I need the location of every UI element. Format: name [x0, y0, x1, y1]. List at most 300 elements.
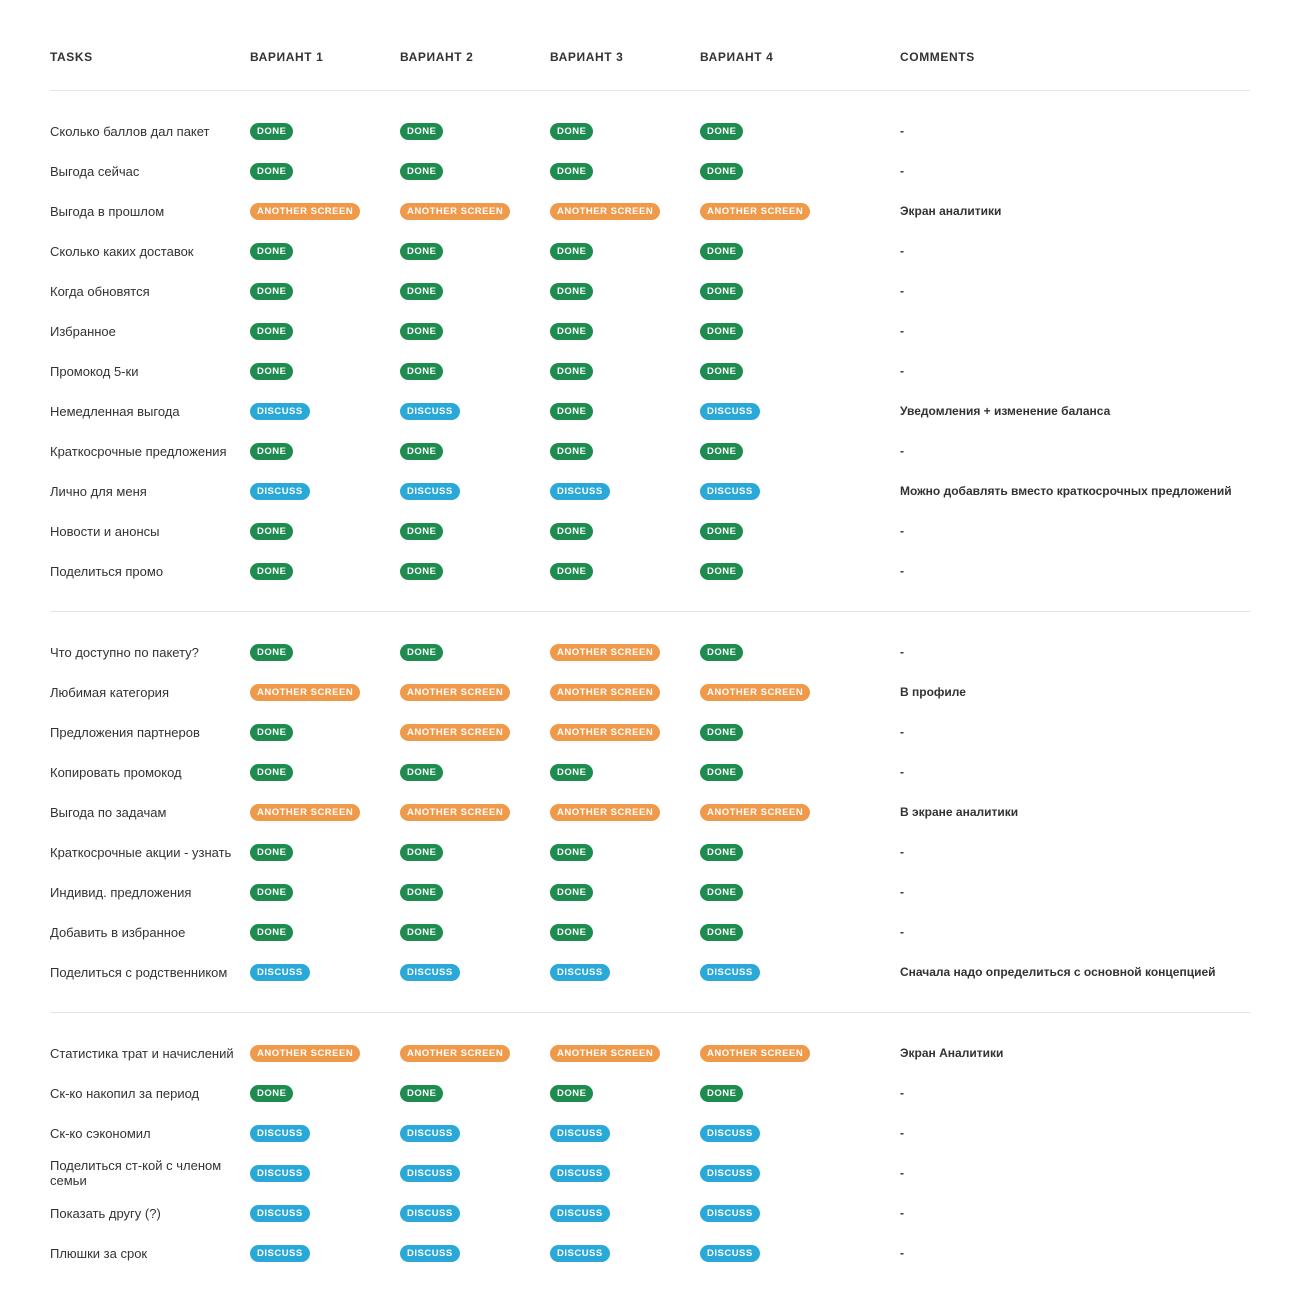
comment-text: -	[900, 244, 904, 258]
header-variant-1: ВАРИАНТ 1	[250, 50, 324, 64]
status-badge: DISCUSS	[550, 1125, 610, 1142]
status-badge: DISCUSS	[700, 964, 760, 981]
table-row	[50, 191, 1250, 231]
variant-4-cell	[700, 912, 743, 952]
status-badge: ANOTHER SCREEN	[550, 804, 660, 821]
status-badge: ANOTHER SCREEN	[550, 203, 660, 220]
status-badge: ANOTHER SCREEN	[700, 804, 810, 821]
status-badge: DONE	[550, 163, 593, 180]
variant-4-cell	[700, 311, 743, 351]
table-row	[50, 672, 1250, 712]
variant-3-cell	[550, 792, 660, 832]
table-row	[50, 792, 1250, 832]
status-badge: DONE	[250, 523, 293, 540]
table-row	[50, 551, 1250, 591]
variant-3-cell	[550, 752, 593, 792]
variant-4-cell	[700, 792, 810, 832]
comment-text: -	[900, 124, 904, 138]
variant-4-cell	[700, 271, 743, 311]
table-row	[50, 1153, 1250, 1193]
comment-text: -	[900, 765, 904, 779]
variant-3-cell	[550, 1113, 610, 1153]
task-name: Новости и анонсы	[50, 523, 160, 539]
variant-3-cell	[550, 191, 660, 231]
status-badge: ANOTHER SCREEN	[400, 804, 510, 821]
status-badge: DONE	[400, 243, 443, 260]
variant-1-cell	[250, 832, 293, 872]
status-badge: DONE	[700, 724, 743, 741]
variant-1-cell	[250, 511, 293, 551]
status-badge: DONE	[550, 443, 593, 460]
variant-1-cell	[250, 632, 293, 672]
status-badge: DONE	[250, 724, 293, 741]
table-row	[50, 1033, 1250, 1073]
status-badge: ANOTHER SCREEN	[250, 684, 360, 701]
status-badge: DONE	[400, 363, 443, 380]
header-variant-3: ВАРИАНТ 3	[550, 50, 624, 64]
status-badge: DONE	[250, 563, 293, 580]
variant-2-cell	[400, 672, 510, 712]
variant-2-cell	[400, 471, 460, 511]
variant-2-cell	[400, 1113, 460, 1153]
variant-1-cell	[250, 1153, 310, 1193]
status-badge: ANOTHER SCREEN	[250, 203, 360, 220]
table-row	[50, 231, 1250, 271]
variant-2-cell	[400, 632, 443, 672]
variant-1-cell	[250, 672, 360, 712]
variant-2-cell	[400, 1193, 460, 1233]
variant-2-cell	[400, 832, 443, 872]
variant-1-cell	[250, 1193, 310, 1233]
variant-1-cell	[250, 1233, 310, 1273]
task-name: Показать другу (?)	[50, 1205, 161, 1221]
status-badge: DONE	[700, 443, 743, 460]
variant-3-cell	[550, 311, 593, 351]
status-badge: ANOTHER SCREEN	[250, 804, 360, 821]
comment-text: -	[900, 1166, 904, 1180]
variant-1-cell	[250, 712, 293, 752]
variant-1-cell	[250, 271, 293, 311]
status-badge: DONE	[250, 123, 293, 140]
task-name: Промокод 5-ки	[50, 363, 139, 379]
status-badge: DISCUSS	[700, 1125, 760, 1142]
status-badge: DISCUSS	[250, 403, 310, 420]
variant-1-cell	[250, 191, 360, 231]
variant-3-cell	[550, 271, 593, 311]
variant-3-cell	[550, 1033, 660, 1073]
header-variant-2: ВАРИАНТ 2	[400, 50, 474, 64]
variant-2-cell	[400, 792, 510, 832]
variant-2-cell	[400, 351, 443, 391]
status-badge: DONE	[400, 523, 443, 540]
status-badge: DISCUSS	[400, 1245, 460, 1262]
status-badge: DISCUSS	[400, 1205, 460, 1222]
status-badge: DISCUSS	[250, 1165, 310, 1182]
comment-text: -	[900, 564, 904, 578]
variant-3-cell	[550, 471, 610, 511]
table-row	[50, 872, 1250, 912]
status-badge: ANOTHER SCREEN	[400, 724, 510, 741]
variant-2-cell	[400, 1233, 460, 1273]
variant-1-cell	[250, 872, 293, 912]
variant-2-cell	[400, 191, 510, 231]
variant-4-cell	[700, 151, 743, 191]
status-badge: DONE	[250, 243, 293, 260]
comment-text: Сначала надо определиться с основной концепцией	[900, 965, 1216, 979]
variant-4-cell	[700, 1033, 810, 1073]
variant-3-cell	[550, 391, 593, 431]
status-badge: DISCUSS	[550, 1165, 610, 1182]
status-badge: DONE	[700, 363, 743, 380]
status-badge: DONE	[700, 523, 743, 540]
task-name: Выгода сейчас	[50, 163, 140, 179]
table-section	[50, 1012, 1250, 1293]
variant-1-cell	[250, 311, 293, 351]
table-row	[50, 832, 1250, 872]
status-badge: DONE	[400, 283, 443, 300]
status-badge: DONE	[550, 403, 593, 420]
table-row	[50, 952, 1250, 992]
status-badge: DISCUSS	[250, 483, 310, 500]
status-badge: DONE	[400, 1085, 443, 1102]
table-row	[50, 351, 1250, 391]
variant-4-cell	[700, 511, 743, 551]
variant-2-cell	[400, 872, 443, 912]
comment-text: -	[900, 885, 904, 899]
status-badge: DONE	[400, 644, 443, 661]
status-badge: DISCUSS	[550, 1205, 610, 1222]
variant-4-cell	[700, 1193, 760, 1233]
table-row	[50, 431, 1250, 471]
status-badge: ANOTHER SCREEN	[550, 1045, 660, 1062]
status-badge: DISCUSS	[400, 1125, 460, 1142]
status-badge: DISCUSS	[550, 1245, 610, 1262]
status-badge: DONE	[250, 764, 293, 781]
variant-3-cell	[550, 111, 593, 151]
status-badge: DISCUSS	[400, 964, 460, 981]
header-comments: COMMENTS	[900, 50, 975, 64]
variant-1-cell	[250, 1033, 360, 1073]
status-badge: DONE	[550, 523, 593, 540]
variant-3-cell	[550, 632, 660, 672]
status-badge: ANOTHER SCREEN	[400, 203, 510, 220]
variant-3-cell	[550, 952, 610, 992]
variant-2-cell	[400, 912, 443, 952]
comment-text: -	[900, 364, 904, 378]
variant-4-cell	[700, 431, 743, 471]
task-name: Избранное	[50, 323, 116, 339]
status-badge: DONE	[550, 323, 593, 340]
status-badge: DONE	[400, 443, 443, 460]
task-name: Индивид. предложения	[50, 884, 192, 900]
status-badge: DISCUSS	[700, 1165, 760, 1182]
variant-3-cell	[550, 712, 660, 752]
variant-2-cell	[400, 551, 443, 591]
status-badge: ANOTHER SCREEN	[400, 684, 510, 701]
task-name: Копировать промокод	[50, 764, 182, 780]
status-badge: DONE	[250, 363, 293, 380]
variant-3-cell	[550, 151, 593, 191]
variant-2-cell	[400, 1033, 510, 1073]
comment-text: Экран Аналитики	[900, 1046, 1004, 1060]
status-badge: DISCUSS	[700, 403, 760, 420]
variant-3-cell	[550, 672, 660, 712]
task-name: Любимая категория	[50, 684, 169, 700]
variant-1-cell	[250, 792, 360, 832]
variant-3-cell	[550, 351, 593, 391]
status-badge: DONE	[250, 323, 293, 340]
comment-text: -	[900, 1206, 904, 1220]
status-badge: DONE	[250, 163, 293, 180]
variant-4-cell	[700, 672, 810, 712]
status-badge: ANOTHER SCREEN	[250, 1045, 360, 1062]
variant-4-cell	[700, 551, 743, 591]
status-badge: DISCUSS	[250, 1125, 310, 1142]
variant-4-cell	[700, 1153, 760, 1193]
table-row	[50, 471, 1250, 511]
status-badge: DONE	[550, 283, 593, 300]
table-section	[50, 611, 1250, 1012]
task-name: Краткосрочные предложения	[50, 443, 227, 459]
status-badge: DONE	[250, 844, 293, 861]
status-badge: DONE	[700, 844, 743, 861]
variant-4-cell	[700, 1113, 760, 1153]
status-badge: DISCUSS	[250, 964, 310, 981]
comment-text: -	[900, 324, 904, 338]
status-badge: DONE	[250, 924, 293, 941]
table-row	[50, 1233, 1250, 1273]
table-row	[50, 632, 1250, 672]
comment-text: -	[900, 645, 904, 659]
variant-2-cell	[400, 271, 443, 311]
comment-text: В экране аналитики	[900, 805, 1019, 819]
status-badge: DONE	[400, 924, 443, 941]
variant-2-cell	[400, 231, 443, 271]
status-badge: DISCUSS	[700, 1205, 760, 1222]
table-header	[50, 0, 1250, 91]
variant-1-cell	[250, 231, 293, 271]
status-badge: DISCUSS	[250, 1205, 310, 1222]
status-badge: DONE	[550, 243, 593, 260]
status-badge: DONE	[550, 924, 593, 941]
variant-4-cell	[700, 391, 760, 431]
table-row	[50, 271, 1250, 311]
table-body	[50, 91, 1250, 1293]
variant-4-cell	[700, 1073, 743, 1113]
task-name: Что доступно по пакету?	[50, 644, 199, 660]
status-badge: DONE	[550, 764, 593, 781]
variant-3-cell	[550, 1073, 593, 1113]
variant-2-cell	[400, 391, 460, 431]
variant-1-cell	[250, 1073, 293, 1113]
comment-text: В профиле	[900, 685, 966, 699]
table-row	[50, 1113, 1250, 1153]
table-row	[50, 391, 1250, 431]
status-badge: DONE	[400, 323, 443, 340]
variant-3-cell	[550, 872, 593, 912]
table-row	[50, 752, 1250, 792]
variant-3-cell	[550, 511, 593, 551]
status-badge: DONE	[700, 884, 743, 901]
variant-4-cell	[700, 632, 743, 672]
status-badge: ANOTHER SCREEN	[550, 644, 660, 661]
status-badge: ANOTHER SCREEN	[550, 684, 660, 701]
table-row	[50, 1193, 1250, 1233]
status-badge: DONE	[550, 844, 593, 861]
status-badge: DONE	[700, 1085, 743, 1102]
status-badge: DISCUSS	[700, 1245, 760, 1262]
status-badge: DONE	[250, 443, 293, 460]
variant-2-cell	[400, 752, 443, 792]
table-row	[50, 511, 1250, 551]
variant-1-cell	[250, 551, 293, 591]
variant-3-cell	[550, 912, 593, 952]
status-badge: ANOTHER SCREEN	[550, 724, 660, 741]
status-badge: DONE	[550, 363, 593, 380]
task-name: Предложения партнеров	[50, 724, 200, 740]
variant-4-cell	[700, 832, 743, 872]
task-name: Сколько баллов дал пакет	[50, 123, 210, 139]
variant-1-cell	[250, 1113, 310, 1153]
comment-text: Можно добавлять вместо краткосрочных предложений	[900, 484, 1232, 498]
comment-text: -	[900, 1086, 904, 1100]
status-badge: DONE	[700, 283, 743, 300]
comment-text: -	[900, 164, 904, 178]
status-badge: DONE	[250, 283, 293, 300]
variant-1-cell	[250, 471, 310, 511]
variant-3-cell	[550, 1193, 610, 1233]
status-badge: DONE	[700, 644, 743, 661]
table-row	[50, 1073, 1250, 1113]
status-badge: DISCUSS	[250, 1245, 310, 1262]
table-row	[50, 111, 1250, 151]
status-badge: DONE	[250, 1085, 293, 1102]
task-name: Добавить в избранное	[50, 924, 186, 940]
variant-1-cell	[250, 111, 293, 151]
status-badge: DISCUSS	[550, 483, 610, 500]
task-name: Поделиться с родственником	[50, 964, 228, 980]
task-name: Ск-ко накопил за период	[50, 1085, 200, 1101]
task-name: Сколько каких доставок	[50, 243, 194, 259]
variant-2-cell	[400, 311, 443, 351]
task-name: Ск-ко сэкономил	[50, 1125, 151, 1141]
status-badge: ANOTHER SCREEN	[400, 1045, 510, 1062]
task-name: Когда обновятся	[50, 283, 150, 299]
task-name: Выгода в прошлом	[50, 203, 165, 219]
status-badge: DONE	[700, 123, 743, 140]
comment-text: -	[900, 725, 904, 739]
task-name: Поделиться промо	[50, 563, 164, 579]
task-name: Краткосрочные акции - узнать	[50, 844, 232, 860]
status-badge: DONE	[700, 764, 743, 781]
task-name: Немедленная выгода	[50, 403, 180, 419]
status-badge: DONE	[400, 844, 443, 861]
variant-4-cell	[700, 872, 743, 912]
variant-4-cell	[700, 471, 760, 511]
variant-2-cell	[400, 431, 443, 471]
task-name: Выгода по задачам	[50, 804, 167, 820]
table-row	[50, 151, 1250, 191]
comment-text: -	[900, 524, 904, 538]
status-badge: DONE	[550, 1085, 593, 1102]
table-row	[50, 712, 1250, 752]
task-name: Лично для меня	[50, 483, 147, 499]
variant-2-cell	[400, 1153, 460, 1193]
variant-4-cell	[700, 952, 760, 992]
status-badge: DISCUSS	[400, 1165, 460, 1182]
header-tasks: TASKS	[50, 50, 93, 64]
tasks-table	[50, 0, 1250, 1293]
status-badge: DONE	[400, 884, 443, 901]
variant-3-cell	[550, 832, 593, 872]
status-badge: DONE	[400, 764, 443, 781]
table-section	[50, 91, 1250, 611]
variant-4-cell	[700, 231, 743, 271]
variant-3-cell	[550, 1233, 610, 1273]
variant-2-cell	[400, 952, 460, 992]
variant-2-cell	[400, 712, 510, 752]
status-badge: DONE	[400, 123, 443, 140]
variant-4-cell	[700, 191, 810, 231]
variant-1-cell	[250, 752, 293, 792]
variant-1-cell	[250, 952, 310, 992]
variant-2-cell	[400, 111, 443, 151]
status-badge: DISCUSS	[400, 403, 460, 420]
table-row	[50, 912, 1250, 952]
comment-text: -	[900, 1246, 904, 1260]
variant-2-cell	[400, 151, 443, 191]
task-name: Плюшки за срок	[50, 1245, 148, 1261]
task-name: Статистика трат и начислений	[50, 1045, 234, 1061]
comment-text: -	[900, 925, 904, 939]
variant-4-cell	[700, 752, 743, 792]
variant-4-cell	[700, 351, 743, 391]
variant-2-cell	[400, 1073, 443, 1113]
comment-text: Экран аналитики	[900, 204, 1002, 218]
header-variant-4: ВАРИАНТ 4	[700, 50, 774, 64]
variant-1-cell	[250, 391, 310, 431]
variant-1-cell	[250, 351, 293, 391]
variant-3-cell	[550, 1153, 610, 1193]
status-badge: DONE	[550, 563, 593, 580]
status-badge: DONE	[700, 243, 743, 260]
comment-text: -	[900, 845, 904, 859]
status-badge: ANOTHER SCREEN	[700, 684, 810, 701]
status-badge: DONE	[250, 884, 293, 901]
status-badge: DONE	[700, 924, 743, 941]
status-badge: DONE	[400, 163, 443, 180]
variant-3-cell	[550, 231, 593, 271]
variant-4-cell	[700, 111, 743, 151]
comment-text: -	[900, 444, 904, 458]
status-badge: DONE	[700, 163, 743, 180]
variant-4-cell	[700, 1233, 760, 1273]
status-badge: ANOTHER SCREEN	[700, 1045, 810, 1062]
status-badge: DONE	[400, 563, 443, 580]
variant-3-cell	[550, 431, 593, 471]
comment-text: Уведомления + изменение баланса	[900, 404, 1111, 418]
task-name: Поделиться ст-кой с членом семьи	[50, 1158, 222, 1188]
status-badge: ANOTHER SCREEN	[700, 203, 810, 220]
table-row	[50, 311, 1250, 351]
status-badge: DONE	[550, 884, 593, 901]
status-badge: DISCUSS	[700, 483, 760, 500]
status-badge: DONE	[550, 123, 593, 140]
status-badge: DONE	[250, 644, 293, 661]
status-badge: DISCUSS	[400, 483, 460, 500]
variant-1-cell	[250, 151, 293, 191]
status-badge: DONE	[700, 323, 743, 340]
